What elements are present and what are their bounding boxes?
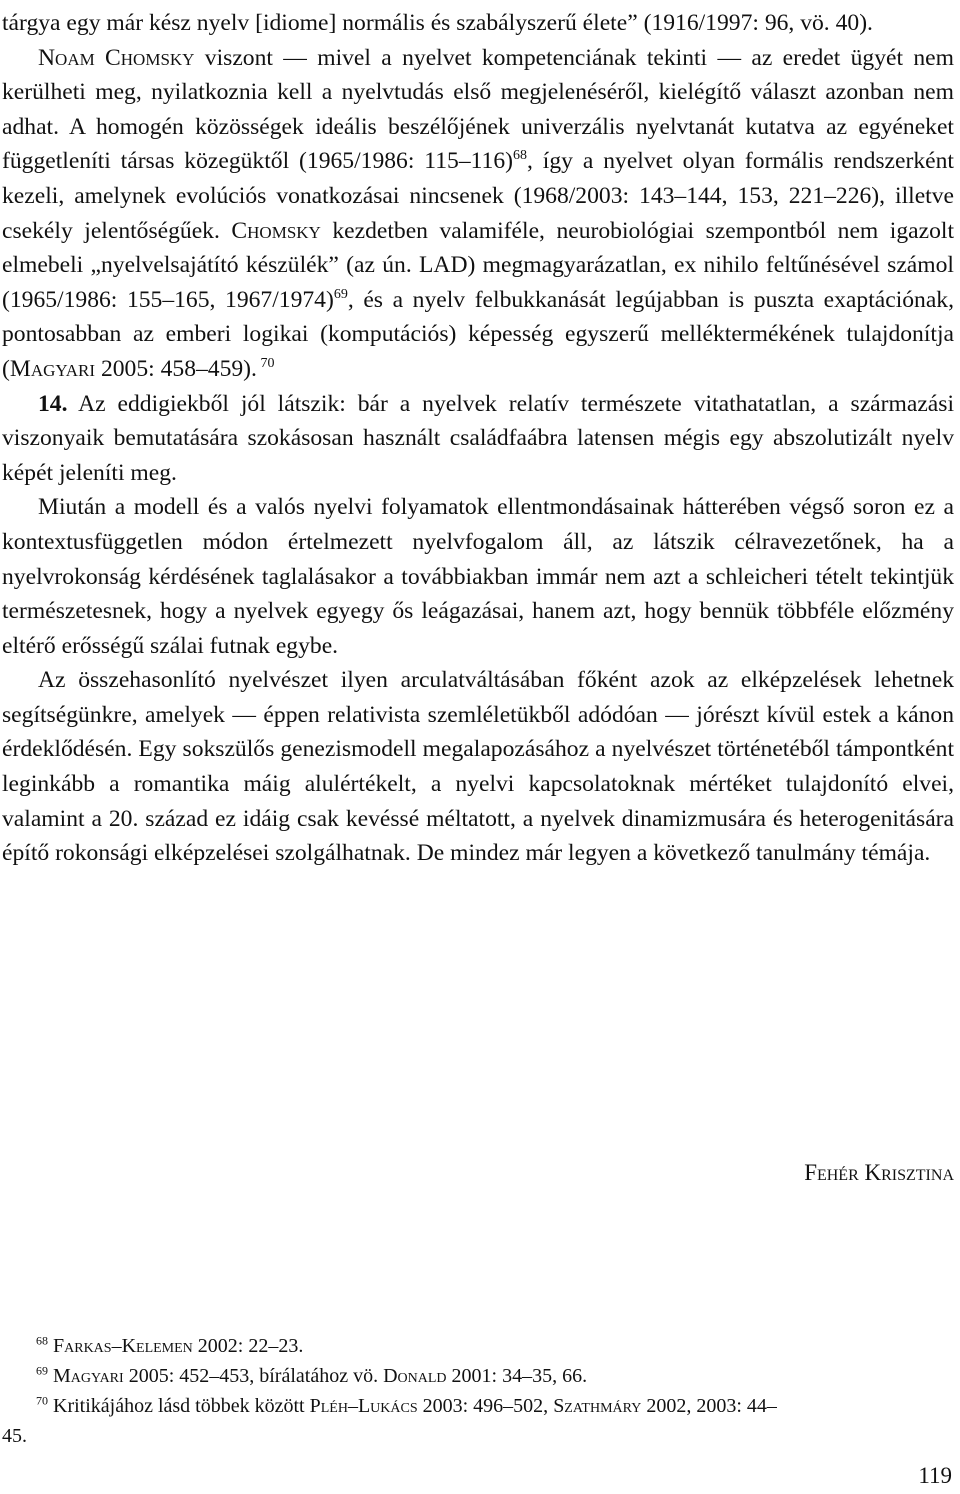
footnote-ref: 69 [36, 1363, 48, 1378]
text-run: 2002: 22–23. [192, 1335, 304, 1357]
text-run: Az eddigiekből jól látszik: bár a nyelvek relatív természete vitathatatlan, a származási viszonyaik bemutatására szokásosan használt családfaábra latensen mégis egy abszolutizált nyelv képét jeleníti meg. [2, 390, 954, 486]
author-name: Noam Chomsky [38, 44, 195, 71]
footnote-ref: 70 [36, 1393, 48, 1408]
text-run: 2005: 458–459). [95, 355, 257, 382]
text-run: , így a nyelvet olyan formális rendszerként kezeli, amelynek evolúciós vonatkozásai nincsenek (1968/2003: 143–144, 153, 221–226), illetve csekély jelentőségűek. [2, 148, 954, 244]
text-run: 2003: 496–502, [417, 1395, 554, 1417]
text-run: tárgya egy már kész nyelv [idiome] normális és szabályszerű élete” (1916/1997: 96, vö. 40). [2, 10, 873, 36]
text-run: Az összehasonlító nyelvészet ilyen arculatváltásában főként azok az elképzelések lehetnek segítségünkre, amelyek — éppen relativista szemléletükből adódóan — jórészt kívül estek a kánon érdeklődésén. Egy sokszülős genezismodell megalapozásához a nyelvészet történetéből támpontként leginkább a romantika máig alulértékelt, a nyelvi kapcsolatoknak mértéket tulajdonító elvei, valamint a 20. század ez idáig csak kevéssé méltatott, a nyelvek dinamizmusára és heterogenitására építő rokonsági elképzelései szolgálhatnak. De mindez már legyen a következő tanulmány témája. [2, 667, 954, 867]
paragraph [2, 6, 954, 41]
footnote [36, 1391, 956, 1421]
text-run: 2005: 452–453, bírálatához vö. [123, 1365, 384, 1387]
author-name: Pléh–Lukács [309, 1395, 418, 1417]
author-name: Magyari [53, 1365, 124, 1387]
footnote-continuation: 45. [2, 1425, 27, 1447]
paragraph [2, 41, 954, 387]
section-number: 14. [38, 390, 68, 417]
footnote-ref: 68 [36, 1333, 48, 1348]
text-run: 2001: 34–35, 66. [446, 1365, 588, 1387]
text-run: Miután a modell és a valós nyelvi folyamatok ellentmondásainak hátterében végső soron ez a kontextusfüggetlen módon értelmezett nyelvfogalom áll, az látszik célravezetőnek, ha a nyelvrokonság kérdésének taglalásakor a továbbiakban immár nem azt a schleicheri tételt tekintjük természetesnek, hogy a nyelvek egyegy ős leágazásai, hanem azt, hogy bennük többféle előzmény eltérő erősségű szálai futnak egybe. [2, 494, 954, 659]
footnote-ref: 69 [333, 286, 348, 302]
paragraph [2, 490, 954, 663]
author-name: Chomsky [231, 217, 321, 244]
text-run: viszont — mivel a nyelvet kompetenciának tekinti — az eredet ügyét nem kerülheti meg, nyilatkoznia kell a nyelvtudás első megjelenéséről, kielégítő választ azonban nem adhat. A homogén közösségek ideális beszélőjének univerzális nyelvtanát kutatva az egyéneket függetleníti társas közegüktől (1965/1986: 115–116) [2, 44, 954, 175]
text-run: kezdetben valamiféle, neurobiológiai szempontból nem igazolt elmebeli „nyelvelsajátító készülék” (az ún. LAD) megmagyarázatlan, ex nihilo feltűnésével számol (1965/1986: 155–165, 1967/1974) [2, 217, 954, 313]
footnote [36, 1331, 956, 1361]
author-name: Farkas–Kelemen [53, 1335, 193, 1357]
footnote [36, 1361, 956, 1391]
paragraph [2, 663, 954, 871]
author-signature: Fehér Krisztina [804, 1160, 954, 1185]
text-run: , és a nyelv felbukkanását legújabban is puszta exaptációnak, pontosabban az emberi logikai (komputációs) képesség egyszerű melléktermékének tulajdonítja ( [2, 286, 955, 382]
main-text [2, 6, 954, 871]
author-name: Magyari [9, 355, 96, 382]
author-name: Donald [383, 1365, 447, 1387]
author-name: Szathmáry [553, 1395, 642, 1417]
page-number: 119 [918, 1463, 952, 1488]
footnote-ref: 68 [512, 148, 527, 164]
footnote-ref: 70 [256, 356, 275, 372]
text-run: 2002, 2003: 44– [641, 1395, 777, 1417]
text-run: Kritikájához lásd többek között [48, 1395, 310, 1417]
footnotes [36, 1331, 956, 1421]
paragraph [2, 387, 954, 491]
